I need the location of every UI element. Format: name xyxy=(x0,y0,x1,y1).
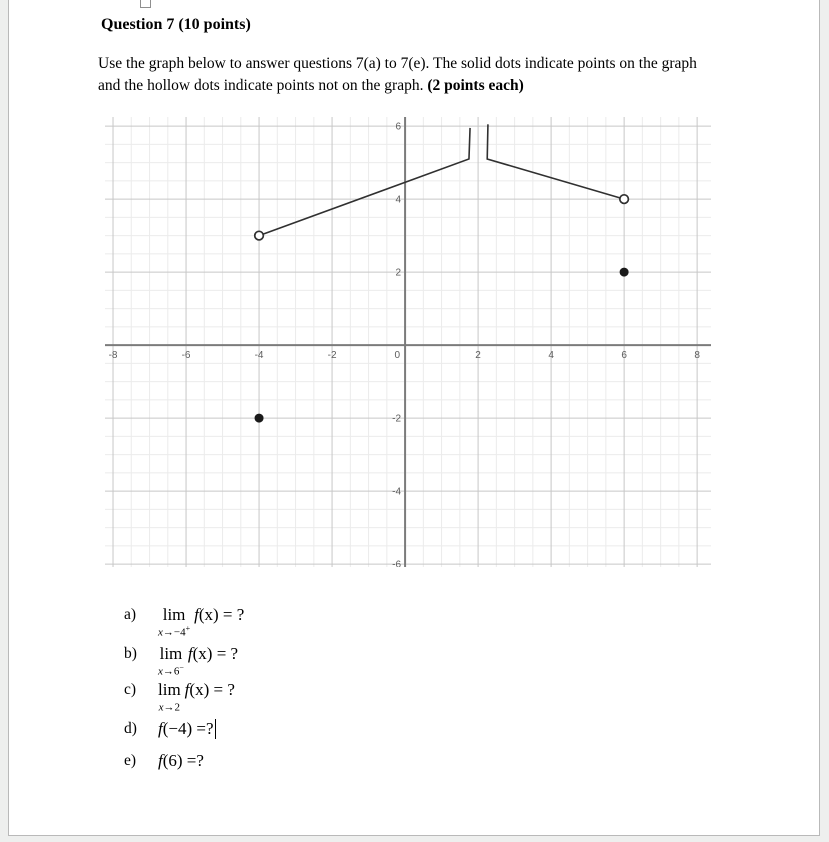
x-tick-label: 6 xyxy=(621,350,627,362)
limit-subscript: x→2 xyxy=(158,701,181,714)
y-tick-label: -2 xyxy=(392,413,402,425)
y-tick-label: 4 xyxy=(395,194,402,206)
question-intro xyxy=(98,53,758,96)
expression: f(x) = ? xyxy=(184,680,235,699)
x-tick-label: -6 xyxy=(181,350,191,362)
expression: f(x) = ? xyxy=(194,605,245,624)
question-label: a) xyxy=(124,606,137,623)
limit-notation: lim x→2 xyxy=(158,680,181,714)
x-tick-label: -2 xyxy=(327,350,337,362)
limit-subscript: x→6− xyxy=(158,663,184,678)
x-tick-label: -8 xyxy=(108,350,118,362)
limit-notation: lim x→−4+ xyxy=(158,605,191,639)
question-label: d) xyxy=(124,720,137,737)
question-item-d[interactable] xyxy=(124,719,216,739)
x-tick-label: 4 xyxy=(548,350,554,362)
expression: f(6) =? xyxy=(158,751,204,770)
x-tick-label: -4 xyxy=(254,350,264,362)
question-item-b[interactable] xyxy=(124,644,238,677)
solid-point xyxy=(255,414,264,423)
question-item-e[interactable] xyxy=(124,751,204,771)
intro-line-1: Use the graph below to answer questions 7(a) to 7(e). The solid dots indicate points on the graph xyxy=(98,55,697,72)
limit-subscript: x→−4+ xyxy=(158,624,191,639)
document-page[interactable] xyxy=(8,0,820,836)
y-tick-label: -6 xyxy=(392,559,402,567)
question-label: c) xyxy=(124,681,137,698)
intro-line-2: and the hollow dots indicate points not on the graph. (2 points each) xyxy=(98,76,524,94)
selection-handle[interactable] xyxy=(140,0,151,8)
x-tick-label: 8 xyxy=(694,350,700,362)
x-tick-label: 0 xyxy=(394,350,401,362)
expression: f(−4) =? xyxy=(158,719,214,738)
question-item-a[interactable] xyxy=(124,605,244,638)
curve-right-branch xyxy=(487,124,624,199)
limit-notation: lim x→6− xyxy=(158,644,184,678)
x-tick-label: 2 xyxy=(475,350,481,362)
function-graph[interactable] xyxy=(105,117,711,567)
solid-point xyxy=(620,268,629,277)
y-tick-label: 2 xyxy=(395,267,402,279)
y-tick-label: 6 xyxy=(395,121,402,133)
question-label: b) xyxy=(124,645,137,662)
question-label: e) xyxy=(124,752,137,769)
points-note: (2 points each) xyxy=(427,76,524,94)
text-cursor xyxy=(215,719,217,739)
graph-canvas xyxy=(105,117,711,567)
expression: f(x) = ? xyxy=(187,644,239,663)
question-item-c[interactable] xyxy=(124,680,235,713)
open-point xyxy=(620,195,629,204)
open-point xyxy=(255,231,264,240)
y-tick-label: -4 xyxy=(392,486,402,498)
question-title: Question 7 (10 points) xyxy=(101,16,251,33)
